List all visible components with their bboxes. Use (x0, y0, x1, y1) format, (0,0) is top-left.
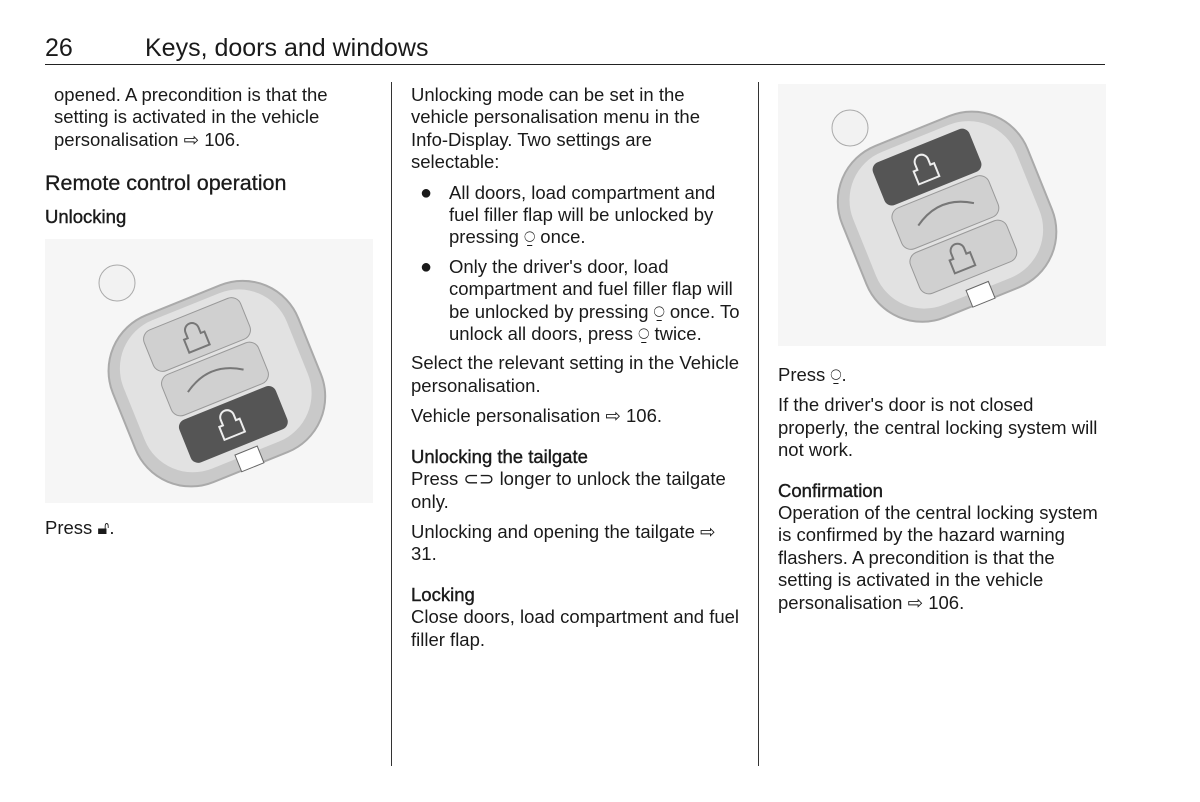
mode-intro: Unlocking mode can be set in the vehicle personalisation menu in the Info-Display. Two settings are selectable: (411, 84, 700, 173)
chapter-title: Keys, doors and windows (145, 34, 429, 62)
key-fob-illustration-unlock (45, 239, 373, 503)
page-number: 26 (45, 34, 73, 62)
column-1 (54, 84, 374, 159)
confirmation-heading: Confirmation (778, 479, 883, 501)
confirmation-text: Operation of the central locking system is confirmed by the hazard warning flashers. A precondition is that the setting is activated in the vehicle personalisation ⇨ 106. (778, 502, 1098, 613)
opening-tailgate-text: Unlocking and opening the tailgate ⇨ 31. (411, 520, 716, 565)
subsection-heading: Unlocking (45, 206, 127, 228)
column-1-section (45, 160, 375, 547)
door-not-closed-text: If the driver's door is not closed properly, the central locking system will not work. (778, 394, 1098, 461)
mode-options-list (411, 182, 741, 346)
tailgate-heading: Unlocking the tailgate (411, 445, 588, 467)
personalisation-reference: Vehicle personalisation ⇨ 106. (411, 405, 663, 427)
column-divider (391, 82, 392, 766)
press-lock-text: Press ⍜. (778, 364, 847, 385)
list-item: ● All doors, load compartment and fuel filler flap will be unlocked by pressing ⍜ once. (420, 181, 716, 248)
column-divider (758, 82, 759, 766)
select-setting-text: Select the relevant setting in the Vehicle personalisation. (411, 352, 740, 396)
list-item: ● Only the driver's door, load compartment and fuel filler flap will be unlocked by pressing ⍜ once. To unlock all doors, press ⍜ twice. (420, 255, 740, 345)
press-unlock-text: Press 🔓︎. (45, 516, 115, 538)
locking-text: Close doors, load compartment and fuel filler flap. (411, 606, 740, 650)
key-fob-illustration-lock (778, 84, 1106, 346)
section-heading: Remote control operation (45, 171, 287, 195)
column-2 (411, 84, 741, 659)
locking-heading: Locking (411, 583, 475, 605)
intro-paragraph: opened. A precondition is that the setting is activated in the vehicle personalisation ⇨ 106. (54, 84, 328, 150)
page-header (45, 32, 1105, 65)
column-3 (778, 84, 1108, 622)
tailgate-text: Press ⊂⊃ longer to unlock the tailgate only. (411, 468, 726, 512)
